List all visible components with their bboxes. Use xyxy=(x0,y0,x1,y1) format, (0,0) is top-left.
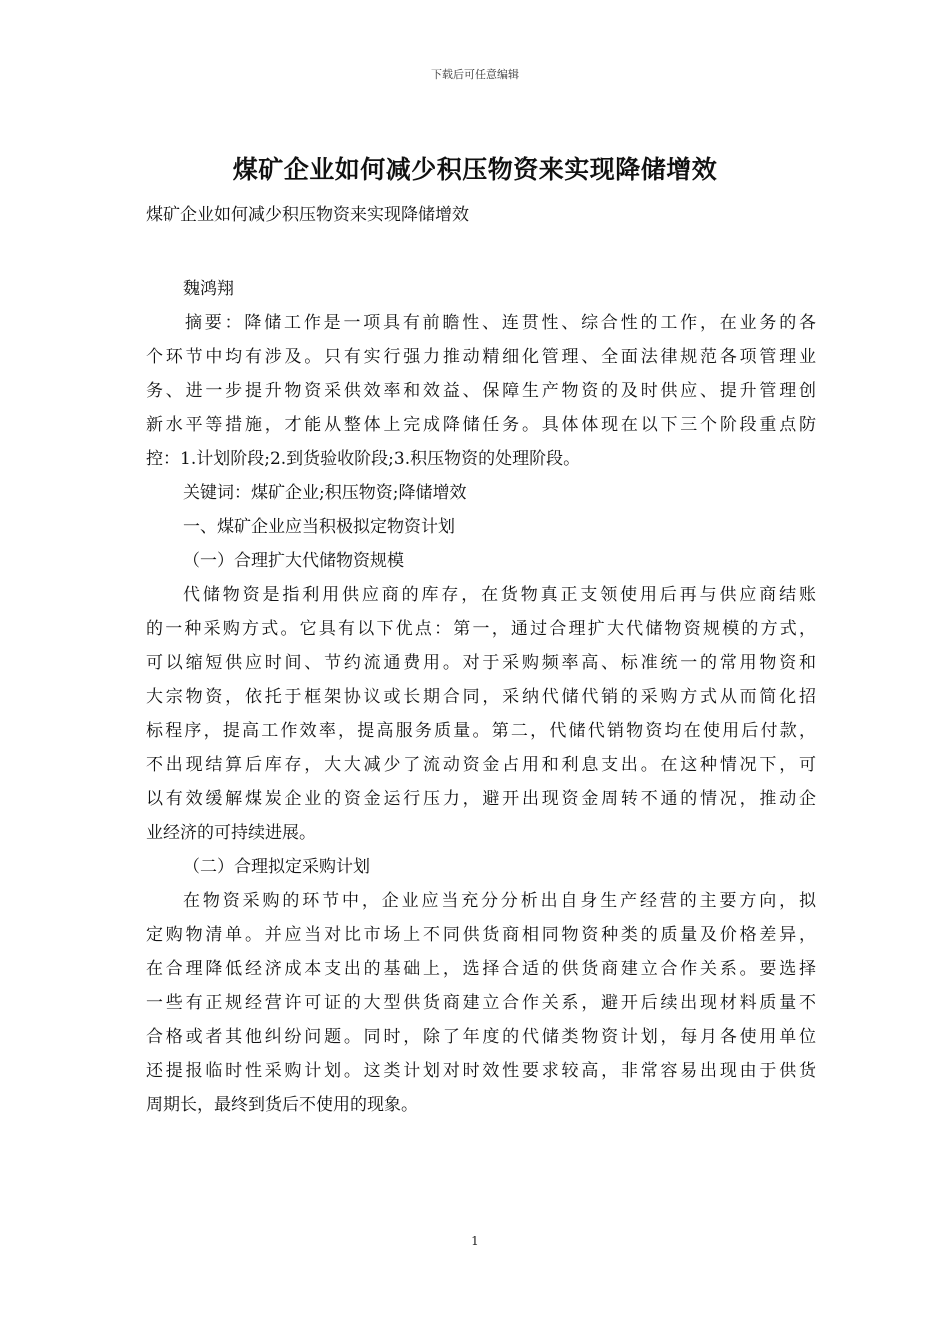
paragraph-line: 在物资采购的环节中，企业应当充分分析出自身生产经营的主要方向，拟 xyxy=(183,891,816,911)
page-number: 1 xyxy=(471,1234,479,1248)
paragraph-line: 一些有正规经营许可证的大型供货商建立合作关系，避开后续出现材料质量不 xyxy=(146,993,816,1013)
paragraph-line: 以有效缓解煤炭企业的资金运行压力，避开出现资金周转不通的情况，推动企 xyxy=(146,789,816,809)
abstract-line: 新水平等措施，才能从整体上完成降储任务。具体体现在以下三个阶段重点防 xyxy=(146,415,816,435)
paragraph-line: 在合理降低经济成本支出的基础上，选择合适的供货商建立合作关系。要选择 xyxy=(146,959,816,979)
paragraph-line: 不出现结算后库存，大大减少了流动资金占用和利息支出。在这种情况下，可 xyxy=(146,755,816,775)
blank-line xyxy=(146,232,816,272)
abstract-line: 务、进一步提升物资采供效率和效益、保障生产物资的及时供应、提升管理创 xyxy=(146,381,816,401)
author: 魏鸿翔 xyxy=(183,279,234,299)
document-title: 煤矿企业如何减少积压物资来实现降储增效 xyxy=(232,155,718,184)
abstract-line: 个环节中均有涉及。只有实行强力推动精细化管理、全面法律规范各项管理业 xyxy=(146,347,816,367)
paragraph-line: 标程序，提高工作效率，提高服务质量。第二，代储代销物资均在使用后付款， xyxy=(146,721,816,741)
paragraph-line: 定购物清单。并应当对比市场上不同供货商相同物资种类的质量及价格差异， xyxy=(146,925,816,945)
abstract-line: 摘要：降储工作是一项具有前瞻性、连贯性、综合性的工作，在业务的各 xyxy=(185,313,816,333)
abstract-line: 控：1.计划阶段;2.到货验收阶段;3.积压物资的处理阶段。 xyxy=(146,449,581,469)
keywords: 关键词：煤矿企业;积压物资;降储增效 xyxy=(183,483,467,503)
paragraph-line: 可以缩短供应时间、节约流通费用。对于采购频率高、标准统一的常用物资和 xyxy=(146,653,816,673)
paragraph-line: 业经济的可持续进展。 xyxy=(146,823,316,843)
paragraph-1 xyxy=(146,578,816,850)
paragraph-line: 的一种采购方式。它具有以下优点：第一，通过合理扩大代储物资规模的方式， xyxy=(146,619,816,639)
abstract-paragraph xyxy=(146,306,816,476)
subtitle: 煤矿企业如何减少积压物资来实现降储增效 xyxy=(146,205,469,225)
document-body xyxy=(146,198,816,1122)
paragraph-line: 代储物资是指利用供应商的库存，在货物真正支领使用后再与供应商结账 xyxy=(183,585,816,605)
header-note: 下载后可任意编辑 xyxy=(431,68,519,81)
section-heading: 一、煤矿企业应当积极拟定物资计划 xyxy=(183,517,455,537)
subsection-heading: （一）合理扩大代储物资规模 xyxy=(183,551,404,571)
paragraph-line: 大宗物资，依托于框架协议或长期合同，采纳代储代销的采购方式从而简化招 xyxy=(146,687,816,707)
paragraph-line: 合格或者其他纠纷问题。同时，除了年度的代储类物资计划，每月各使用单位 xyxy=(146,1027,816,1047)
subsection-heading: （二）合理拟定采购计划 xyxy=(183,857,370,877)
paragraph-line: 还提报临时性采购计划。这类计划对时效性要求较高，非常容易出现由于供货 xyxy=(146,1061,816,1081)
paragraph-2 xyxy=(146,884,816,1122)
paragraph-line: 周期长，最终到货后不使用的现象。 xyxy=(146,1095,418,1115)
